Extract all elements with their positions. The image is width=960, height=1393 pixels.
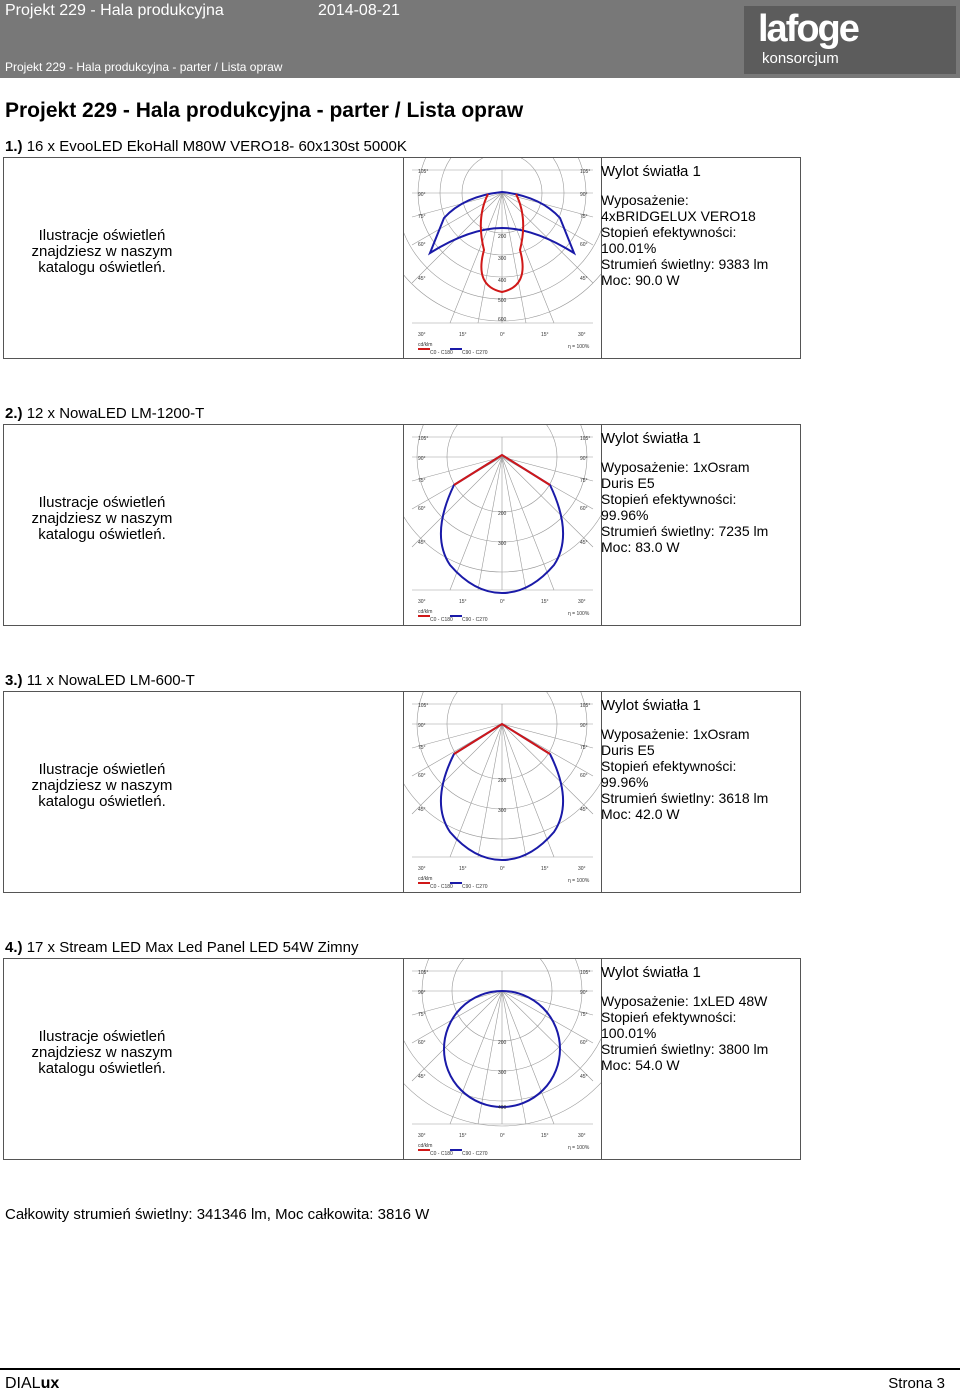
luminaire-section-4 <box>0 939 960 1169</box>
legend-c90: C90 - C270 <box>462 350 488 356</box>
legend-c90: C90 - C270 <box>462 1151 488 1157</box>
angle-label: 105° <box>418 169 429 175</box>
header-subtitle: Projekt 229 - Hala produkcyjna - parter / Lista opraw <box>5 60 283 74</box>
eta-label: η = 100% <box>568 878 590 884</box>
legend-c0: C0 - C180 <box>430 884 453 890</box>
luminaire-info <box>601 431 796 555</box>
angle-label: 0° <box>500 332 505 338</box>
page-number: Strona 3 <box>888 1375 945 1392</box>
info-line: 4xBRIDGELUX VERO18 <box>601 208 756 224</box>
luminaire-number: 4.) <box>5 939 23 956</box>
illustration-placeholder: Ilustracje oświetleń znajdziesz w naszym katalogu oświetleń. <box>31 494 173 543</box>
angle-label: 75° <box>580 214 588 220</box>
luminaire-info <box>601 698 796 822</box>
angle-label: 30° <box>578 866 586 872</box>
angle-label: 45° <box>418 540 426 546</box>
ring-label: 200 <box>498 778 507 784</box>
angle-label: 0° <box>500 599 505 605</box>
angle-label: 90° <box>580 723 588 729</box>
light-output-title: Wylot światła 1 <box>601 163 701 180</box>
angle-label: 105° <box>418 436 429 442</box>
brand-part-a: DIAL <box>5 1375 41 1392</box>
luminaire-box <box>3 691 801 893</box>
luminaire-info <box>601 164 796 288</box>
info-line: Duris E5 <box>601 475 655 491</box>
info-line: Strumień świetlny: 3618 lm <box>601 790 769 806</box>
legend-c90: C90 - C270 <box>462 617 488 623</box>
page-header <box>0 0 960 78</box>
angle-label: 90° <box>418 990 426 996</box>
unit-label: cd/klm <box>418 1143 433 1149</box>
angle-label: 60° <box>580 242 588 248</box>
luminaire-section-1 <box>0 138 960 368</box>
info-line: Duris E5 <box>601 742 655 758</box>
luminaire-section-3 <box>0 672 960 902</box>
illustration-placeholder: Ilustracje oświetleń znajdziesz w naszym katalogu oświetleń. <box>31 1028 173 1077</box>
angle-label: 105° <box>580 169 591 175</box>
light-output-title: Wylot światła 1 <box>601 697 701 714</box>
luminaire-title <box>5 672 195 689</box>
info-line: Moc: 54.0 W <box>601 1057 680 1073</box>
luminaire-name: 12 x NowaLED LM-1200-T <box>26 405 205 422</box>
page-title: Projekt 229 - Hala produkcyjna - parter / Lista opraw <box>5 99 524 122</box>
angle-label: 75° <box>418 745 426 751</box>
info-line: Moc: 42.0 W <box>601 806 680 822</box>
info-line: 100.01% <box>601 240 657 256</box>
total-summary: Całkowity strumień świetlny: 341346 lm, Moc całkowita: 3816 W <box>5 1206 430 1223</box>
luminaire-number: 1.) <box>5 138 23 155</box>
angle-label: 75° <box>418 1012 426 1018</box>
luminaire-section-2 <box>0 405 960 635</box>
angle-label: 30° <box>418 332 426 338</box>
illustration-placeholder: Ilustracje oświetleń znajdziesz w naszym katalogu oświetleń. <box>31 227 173 276</box>
unit-label: cd/klm <box>418 876 433 882</box>
luminaire-name: 11 x NowaLED LM-600-T <box>26 672 195 689</box>
luminaire-box <box>3 424 801 626</box>
legend-c90: C90 - C270 <box>462 884 488 890</box>
luminaire-number: 2.) <box>5 405 23 422</box>
angle-label: 60° <box>418 506 426 512</box>
angle-label: 15° <box>459 599 467 605</box>
ring-label: 300 <box>498 256 507 262</box>
angle-label: 60° <box>580 773 588 779</box>
angle-label: 45° <box>418 1074 426 1080</box>
angle-label: 75° <box>580 478 588 484</box>
info-line: Wyposażenie: 1xOsram <box>601 459 750 475</box>
luminaire-info <box>601 965 796 1073</box>
angle-label: 75° <box>580 1012 588 1018</box>
info-line: 99.96% <box>601 774 649 790</box>
info-line: Moc: 90.0 W <box>601 272 680 288</box>
unit-label: cd/klm <box>418 342 433 348</box>
light-output-title: Wylot światła 1 <box>601 964 701 981</box>
angle-label: 90° <box>418 456 426 462</box>
angle-label: 75° <box>418 478 426 484</box>
luminaire-name: 16 x EvooLED EkoHall M80W VERO18- 60x130st 5000K <box>26 138 407 155</box>
luminaire-number: 3.) <box>5 672 23 689</box>
polar-diagram-svg <box>404 158 601 358</box>
angle-label: 45° <box>418 276 426 282</box>
polar-diagram <box>403 425 602 625</box>
angle-label: 30° <box>578 1133 586 1139</box>
angle-label: 105° <box>580 703 591 709</box>
angle-label: 30° <box>418 599 426 605</box>
ring-label: 500 <box>498 298 507 304</box>
legend-c0: C0 - C180 <box>430 1151 453 1157</box>
legend-c0: C0 - C180 <box>430 617 453 623</box>
angle-label: 45° <box>418 807 426 813</box>
eta-label: η = 100% <box>568 344 590 350</box>
polar-diagram-svg <box>404 692 601 892</box>
angle-label: 60° <box>418 1040 426 1046</box>
ring-label: 200 <box>498 511 507 517</box>
footer-divider <box>0 1368 960 1370</box>
info-line: 100.01% <box>601 1025 657 1041</box>
luminaire-name: 17 x Stream LED Max Led Panel LED 54W Zimny <box>26 939 359 956</box>
angle-label: 75° <box>580 745 588 751</box>
brand-part-b: ux <box>40 1375 60 1392</box>
info-line: Stopień efektywności: <box>601 224 737 240</box>
illustration-placeholder: Ilustracje oświetleń znajdziesz w naszym katalogu oświetleń. <box>31 761 173 810</box>
ring-label: 200 <box>498 234 507 240</box>
angle-label: 75° <box>418 214 426 220</box>
info-line: Wyposażenie: 1xOsram <box>601 726 750 742</box>
info-line: Wyposażenie: 1xLED 48W <box>601 993 768 1009</box>
angle-label: 30° <box>418 866 426 872</box>
info-line: 99.96% <box>601 507 649 523</box>
ring-label: 400 <box>498 1105 507 1111</box>
polar-diagram <box>403 959 602 1159</box>
angle-label: 45° <box>580 276 588 282</box>
angle-label: 90° <box>580 990 588 996</box>
angle-label: 30° <box>418 1133 426 1139</box>
legend-c0: C0 - C180 <box>430 350 453 356</box>
angle-label: 90° <box>580 456 588 462</box>
ring-label: 200 <box>498 1040 507 1046</box>
footer-brand <box>5 1375 59 1393</box>
angle-label: 15° <box>541 1133 549 1139</box>
info-line: Strumień świetlny: 7235 lm <box>601 523 769 539</box>
angle-label: 45° <box>580 807 588 813</box>
polar-diagram <box>403 692 602 892</box>
luminaire-title <box>5 138 407 155</box>
light-output-title: Wylot światła 1 <box>601 430 701 447</box>
eta-label: η = 100% <box>568 1145 590 1151</box>
luminaire-box <box>3 157 801 359</box>
luminaire-title <box>5 405 204 422</box>
angle-label: 15° <box>459 332 467 338</box>
eta-label: η = 100% <box>568 611 590 617</box>
angle-label: 30° <box>578 599 586 605</box>
angle-label: 105° <box>580 970 591 976</box>
angle-label: 15° <box>541 866 549 872</box>
luminaire-box <box>3 958 801 1160</box>
info-line: Stopień efektywności: <box>601 758 737 774</box>
angle-label: 30° <box>578 332 586 338</box>
info-line: Moc: 83.0 W <box>601 539 680 555</box>
angle-label: 105° <box>580 436 591 442</box>
angle-label: 90° <box>418 723 426 729</box>
polar-diagram-svg <box>404 959 601 1159</box>
info-line: Stopień efektywności: <box>601 491 737 507</box>
angle-label: 15° <box>541 599 549 605</box>
header-date: 2014-08-21 <box>318 2 400 19</box>
angle-label: 105° <box>418 703 429 709</box>
angle-label: 15° <box>459 866 467 872</box>
angle-label: 45° <box>580 1074 588 1080</box>
info-line: Stopień efektywności: <box>601 1009 737 1025</box>
angle-label: 15° <box>541 332 549 338</box>
header-project: Projekt 229 - Hala produkcyjna <box>5 2 224 19</box>
angle-label: 15° <box>459 1133 467 1139</box>
info-line: Strumień świetlny: 9383 lm <box>601 256 769 272</box>
polar-diagram-svg <box>404 425 601 625</box>
info-line: Strumień świetlny: 3800 lm <box>601 1041 769 1057</box>
angle-label: 60° <box>418 242 426 248</box>
polar-diagram <box>403 158 602 358</box>
info-line: Wyposażenie: <box>601 192 689 208</box>
luminaire-title <box>5 939 359 956</box>
ring-label: 600 <box>498 317 507 323</box>
angle-label: 90° <box>418 192 426 198</box>
logo-sub-text: konsorcjum <box>762 50 839 67</box>
ring-label: 300 <box>498 808 507 814</box>
ring-label: 300 <box>498 541 507 547</box>
company-logo <box>744 6 956 74</box>
angle-label: 90° <box>580 192 588 198</box>
angle-label: 0° <box>500 866 505 872</box>
logo-main-text: lafoge <box>758 8 858 50</box>
ring-label: 300 <box>498 1070 507 1076</box>
angle-label: 0° <box>500 1133 505 1139</box>
angle-label: 60° <box>418 773 426 779</box>
angle-label: 60° <box>580 1040 588 1046</box>
angle-label: 105° <box>418 970 429 976</box>
ring-label: 400 <box>498 278 507 284</box>
unit-label: cd/klm <box>418 609 433 615</box>
angle-label: 60° <box>580 506 588 512</box>
angle-label: 45° <box>580 540 588 546</box>
